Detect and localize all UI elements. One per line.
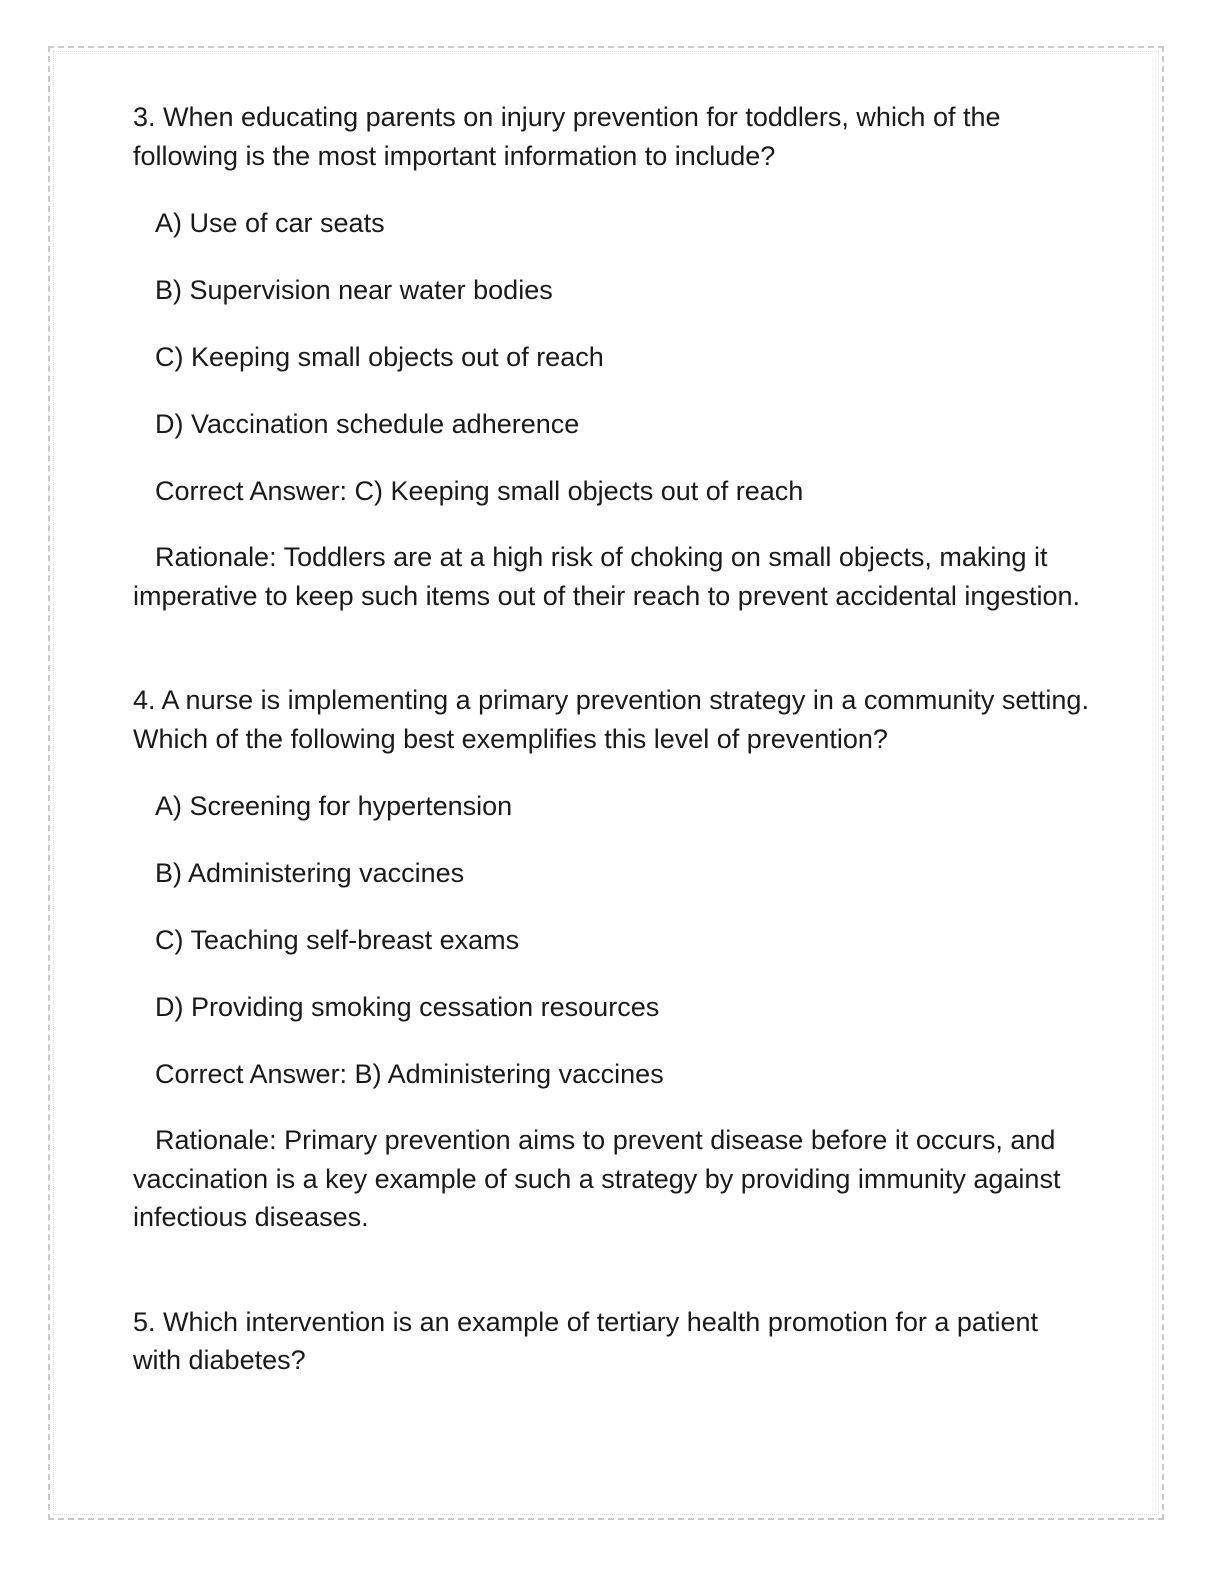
option-b: B) Supervision near water bodies	[155, 275, 553, 305]
option-d: D) Providing smoking cessation resources	[155, 992, 660, 1022]
option-c: C) Keeping small objects out of reach	[155, 342, 604, 372]
document-content	[133, 98, 1093, 1380]
correct-answer: Correct Answer: B) Administering vaccines	[155, 1059, 664, 1089]
spacer	[133, 1237, 1093, 1303]
option-a: A) Use of car seats	[155, 208, 385, 238]
correct-answer: Correct Answer: C) Keeping small objects out of reach	[155, 476, 804, 506]
rationale: Rationale: Primary prevention aims to prevent disease before it occurs, and vaccination is a key example of such a strategy by providing immunity against infectious diseases.	[133, 1125, 1061, 1232]
question-3	[133, 98, 1093, 615]
question-prompt: 3. When educating parents on injury prevention for toddlers, which of the following is the most important information to include?	[133, 102, 1001, 171]
question-prompt: 4. A nurse is implementing a primary prevention strategy in a community setting. Which of the following best exemplifies this level of prevention?	[133, 685, 1089, 754]
rationale: Rationale: Toddlers are at a high risk of choking on small objects, making it imperative to keep such items out of their reach to prevent accidental ingestion.	[133, 542, 1081, 611]
spacer	[133, 615, 1093, 681]
question-prompt: 5. Which intervention is an example of tertiary health promotion for a patient with diabetes?	[133, 1306, 1038, 1375]
question-5	[133, 1303, 1093, 1380]
option-b: B) Administering vaccines	[155, 858, 465, 888]
option-a: A) Screening for hypertension	[155, 791, 513, 821]
option-d: D) Vaccination schedule adherence	[155, 409, 580, 439]
option-c: C) Teaching self-breast exams	[155, 925, 520, 955]
question-4	[133, 681, 1093, 1237]
